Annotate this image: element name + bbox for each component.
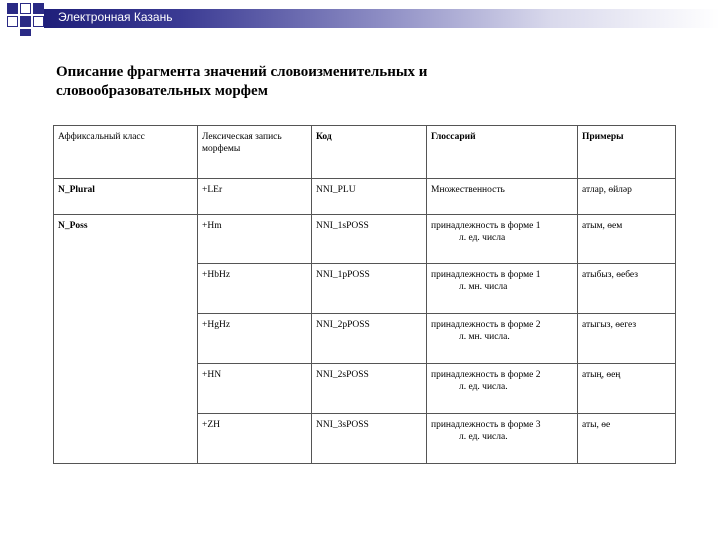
decor-square xyxy=(7,16,18,27)
banner-title: Электронная Казань xyxy=(58,10,173,24)
affix-class-cell: N_Poss xyxy=(54,214,198,264)
examples-cell: атлар, өйләр xyxy=(578,178,676,214)
code-cell: NNI_2sPOSS xyxy=(312,364,427,414)
page-title-line: словообразовательных морфем xyxy=(56,83,268,99)
code-cell: NNI_1sPOSS xyxy=(312,214,427,264)
lexical-entry-cell: +HN xyxy=(198,364,312,414)
morpheme-table xyxy=(53,125,676,464)
glossary-line: л. ед. числа. xyxy=(459,432,508,443)
table-row xyxy=(54,414,676,464)
affix-class-cell xyxy=(54,314,198,364)
glossary-line: принадлежность в форме 1 xyxy=(431,270,541,281)
table-row xyxy=(54,214,676,264)
column-header: Примеры xyxy=(578,126,676,179)
column-header: Аффиксальный класс xyxy=(54,126,198,179)
code-cell: NNI_PLU xyxy=(312,178,427,214)
decor-square xyxy=(20,16,31,27)
lexical-entry-cell: +LEr xyxy=(198,178,312,214)
glossary-cell xyxy=(427,414,578,464)
column-header: Глоссарий xyxy=(427,126,578,179)
glossary-line: принадлежность в форме 3 xyxy=(431,420,541,431)
examples-cell: аты, өе xyxy=(578,414,676,464)
column-header: Лексическая запись морфемы xyxy=(198,126,312,179)
table-row xyxy=(54,314,676,364)
lexical-entry-cell: +ZH xyxy=(198,414,312,464)
lexical-entry-cell: +HgHz xyxy=(198,314,312,364)
affix-class-cell xyxy=(54,364,198,414)
decor-square xyxy=(7,3,18,14)
decor-square xyxy=(20,3,31,14)
glossary-cell xyxy=(427,314,578,364)
glossary-line: л. мн. числа xyxy=(459,282,508,293)
lexical-entry-cell: +HbHz xyxy=(198,264,312,314)
glossary-cell xyxy=(427,214,578,264)
glossary-line: принадлежность в форме 1 xyxy=(431,220,541,231)
glossary-cell xyxy=(427,364,578,414)
affix-class-cell: N_Plural xyxy=(54,178,198,214)
page-title-line: Описание фрагмента значений словоизменительных и xyxy=(56,64,428,80)
glossary-cell xyxy=(427,264,578,314)
table-header-row xyxy=(54,126,676,179)
glossary-line: л. ед. числа xyxy=(459,232,506,243)
page-title xyxy=(56,63,656,101)
glossary-line: л. мн. числа. xyxy=(459,332,510,343)
glossary-line: принадлежность в форме 2 xyxy=(431,320,541,331)
affix-class-cell xyxy=(54,414,198,464)
table-row xyxy=(54,264,676,314)
column-header: Код xyxy=(312,126,427,179)
code-cell: NNI_3sPOSS xyxy=(312,414,427,464)
decor-square xyxy=(33,16,44,27)
code-cell: NNI_1pPOSS xyxy=(312,264,427,314)
glossary-line: принадлежность в форме 2 xyxy=(431,370,541,381)
table-row xyxy=(54,364,676,414)
examples-cell: атыбыз, өебез xyxy=(578,264,676,314)
affix-class-cell xyxy=(54,264,198,314)
examples-cell: атың, өең xyxy=(578,364,676,414)
header-banner xyxy=(0,0,720,36)
glossary-line: Множественность xyxy=(431,184,505,195)
table-row xyxy=(54,178,676,214)
code-cell: NNI_2pPOSS xyxy=(312,314,427,364)
decor-square xyxy=(33,3,44,14)
examples-cell: атым, өем xyxy=(578,214,676,264)
examples-cell: атыгыз, өегез xyxy=(578,314,676,364)
glossary-cell xyxy=(427,178,578,214)
lexical-entry-cell: +Hm xyxy=(198,214,312,264)
glossary-line: л. ед. числа. xyxy=(459,382,508,393)
decor-square xyxy=(20,29,31,36)
